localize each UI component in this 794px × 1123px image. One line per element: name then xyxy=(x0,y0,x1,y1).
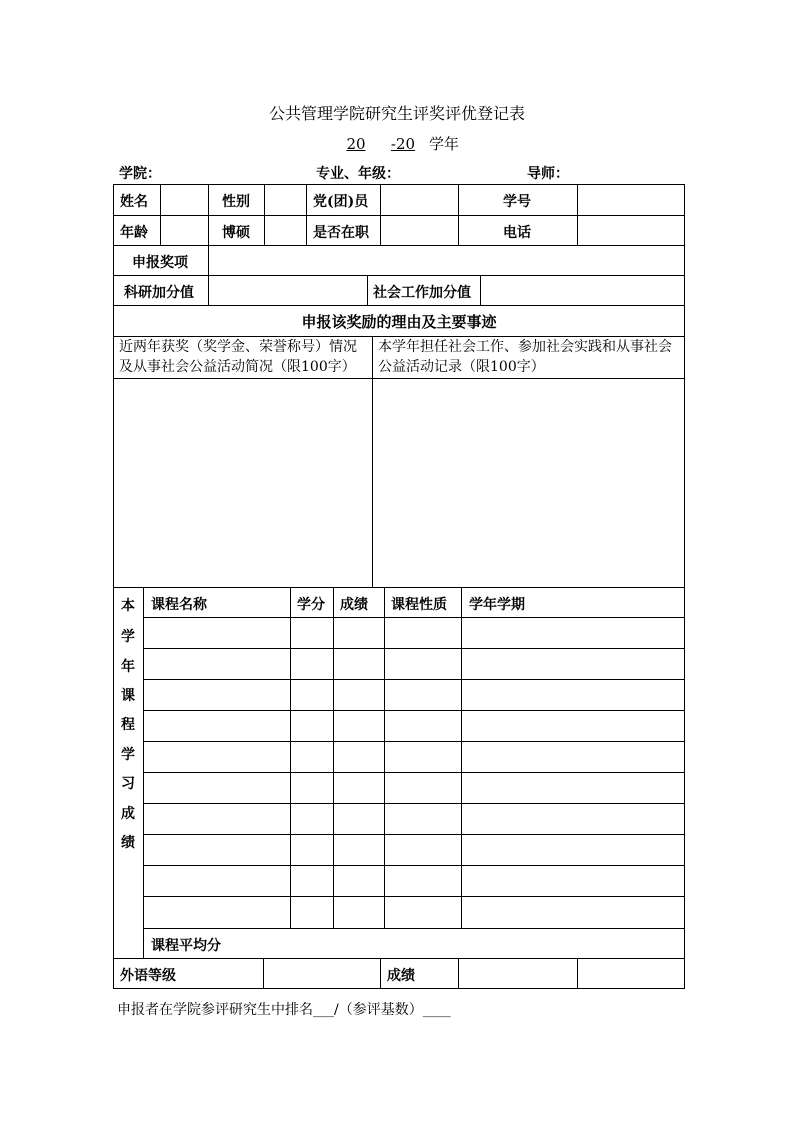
reasons-title: 申报该奖励的理由及主要事迹 xyxy=(301,313,497,331)
course-side-char: 本 xyxy=(121,598,135,614)
right-note: 本学年担任社会工作、参加社会实践和从事社会公益活动记录（限100字） xyxy=(378,339,672,375)
grade-header: 成绩 xyxy=(340,597,368,613)
gender-label: 性别 xyxy=(222,194,250,210)
term-header: 学年学期 xyxy=(469,597,525,613)
credit-header: 学分 xyxy=(297,597,325,613)
course-side-char: 年 xyxy=(121,659,135,675)
form-title: 公共管理学院研究生评奖评优登记表 xyxy=(268,104,525,123)
degree-label: 博硕 xyxy=(222,225,250,241)
course-side-char: 习 xyxy=(121,776,135,792)
left-note: 近两年获奖（奖学金、荣誉称号）情况及从事社会公益活动简况（限100字） xyxy=(119,339,357,375)
foreign-language-label: 外语等级 xyxy=(120,968,176,984)
party-label: 党(团)员 xyxy=(313,194,369,210)
social-points-label: 社会工作加分值 xyxy=(373,285,471,301)
year-suffix: 学年 xyxy=(428,135,459,153)
research-points-label: 科研加分值 xyxy=(124,285,194,301)
course-average-label: 课程平均分 xyxy=(151,938,221,954)
course-side-char: 成 xyxy=(121,806,135,822)
ranking-note: 申报者在学院参评研究生中排名___/（参评基数）____ xyxy=(117,1002,451,1018)
score-label: 成绩 xyxy=(387,968,415,984)
year-start: 20 xyxy=(346,135,366,153)
age-label: 年龄 xyxy=(120,225,148,241)
award-label: 申报奖项 xyxy=(132,255,188,271)
year-end: -20 xyxy=(390,135,416,153)
student-id-label: 学号 xyxy=(503,194,531,210)
course-side-char: 学 xyxy=(121,747,135,763)
major-label: 专业、年级： xyxy=(316,166,400,182)
course-type-header: 课程性质 xyxy=(391,597,447,613)
course-side-char: 课 xyxy=(121,688,135,704)
phone-label: 电话 xyxy=(503,225,531,241)
course-side-char: 学 xyxy=(121,629,135,645)
academic-year xyxy=(0,133,794,154)
course-name-header: 课程名称 xyxy=(151,597,207,613)
course-side-char: 程 xyxy=(121,717,135,733)
in-service-label: 是否在职 xyxy=(313,225,369,241)
course-side-char: 绩 xyxy=(121,835,135,851)
tutor-label: 导师： xyxy=(527,166,569,182)
college-label: 学院： xyxy=(119,166,161,182)
name-label: 姓名 xyxy=(120,194,148,210)
